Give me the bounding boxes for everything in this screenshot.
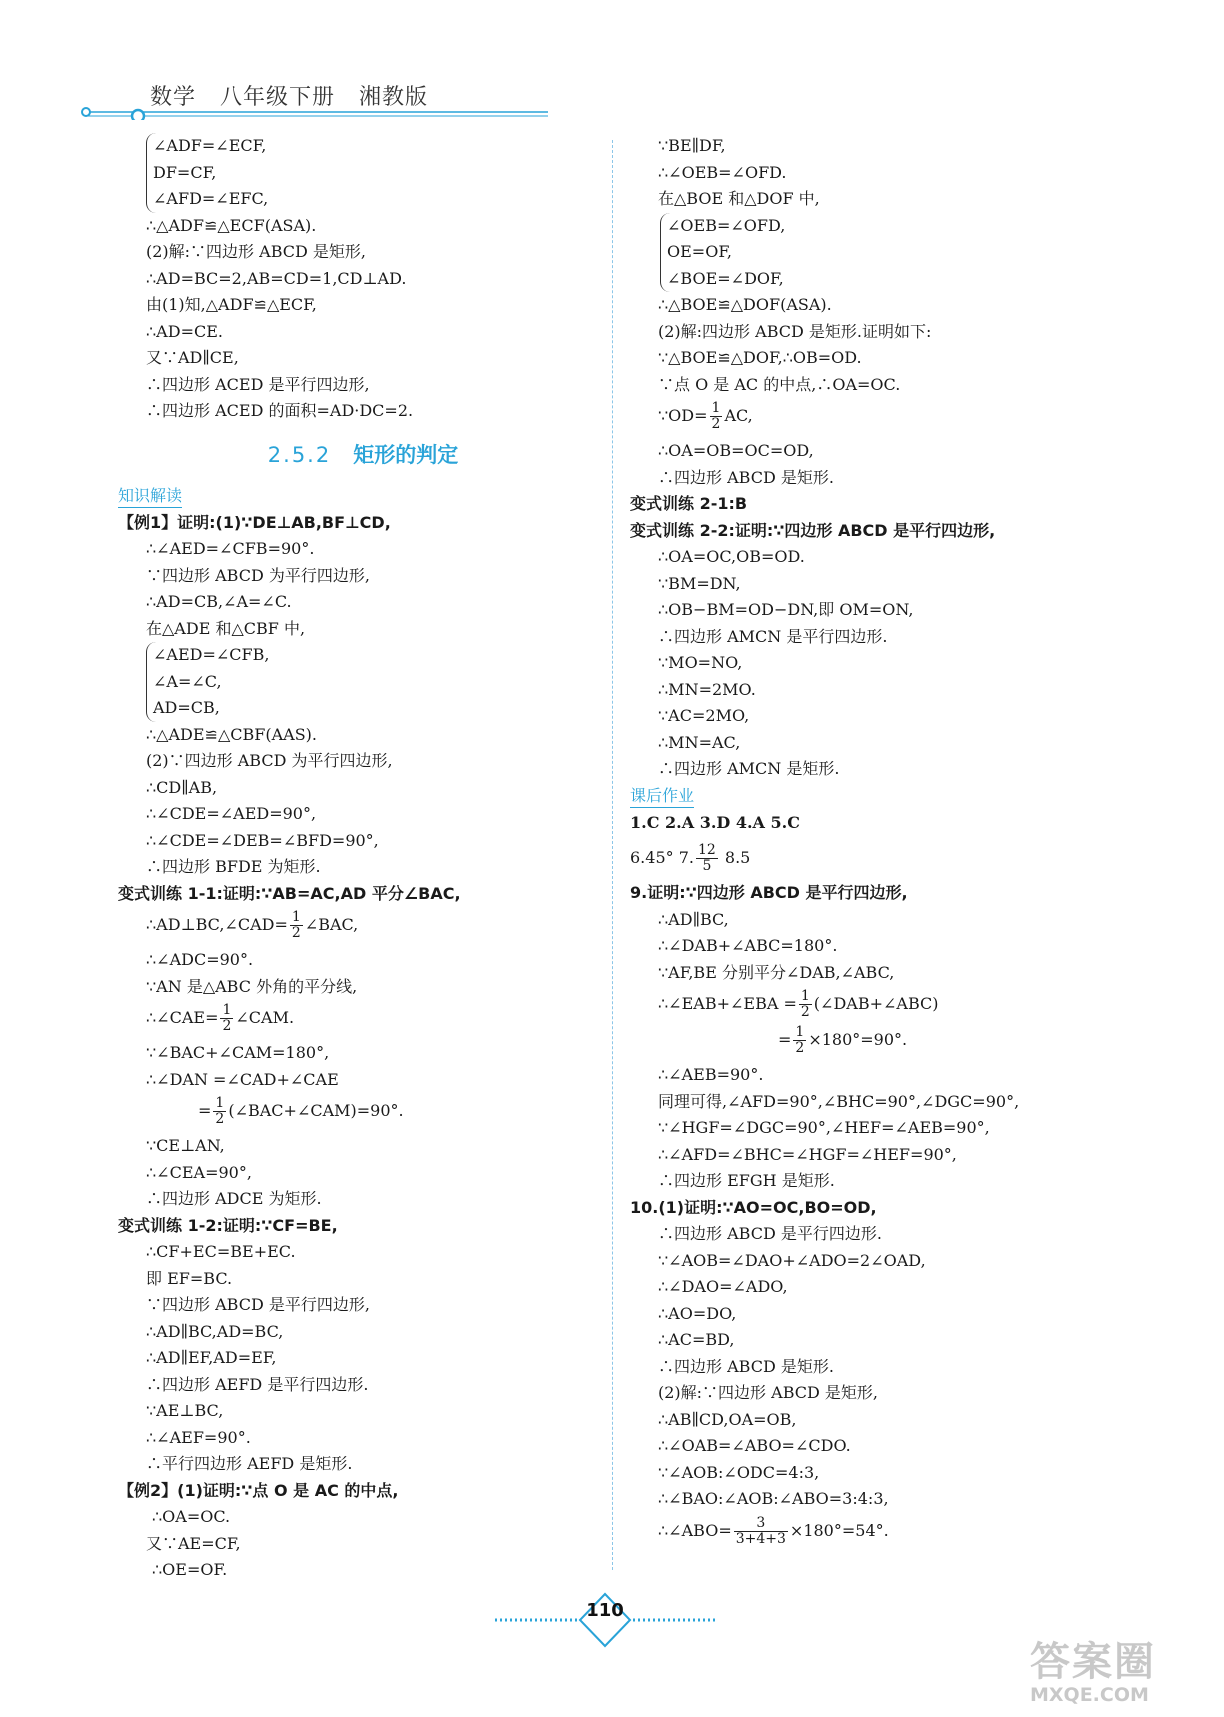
text-line: ∠AFD=∠EFC, bbox=[153, 189, 269, 208]
answer-line: 1.C 2.A 3.D 4.A 5.C bbox=[630, 812, 800, 832]
text-line: ∴四边形 AMCN 是平行四边形. bbox=[658, 626, 888, 646]
text-line: ∴∠ADC=90°. bbox=[146, 950, 254, 969]
text-line: OE=OF, bbox=[667, 242, 733, 261]
text-line: 又∵AE=CF, bbox=[146, 1533, 241, 1553]
text-line: ∴AD∥BC, bbox=[658, 909, 729, 929]
text-line: ∴四边形 EFGH 是矩形. bbox=[658, 1171, 835, 1190]
text-line: ∵AF,BE 分别平分∠DAB,∠ABC, bbox=[658, 962, 895, 982]
text-line: ∴四边形 AMCN 是矩形. bbox=[658, 759, 840, 778]
page-number: 110 bbox=[586, 1600, 624, 1621]
fraction-numerator: 12 bbox=[697, 842, 716, 858]
text-line: ∵四边形 ABCD 是平行四边形, bbox=[146, 1295, 370, 1314]
text-line: 由(1)知,△ADF≌△ECF, bbox=[146, 295, 317, 314]
text-line: ∴OE=OF. bbox=[152, 1560, 228, 1579]
text-span: ∵OD= bbox=[658, 406, 708, 425]
text-span: = bbox=[198, 1101, 212, 1120]
text-line bbox=[118, 510, 608, 537]
text-line: ∴∠OEB=∠OFD. bbox=[658, 162, 787, 182]
text-line: ∴平行四边形 AEFD 是矩形. bbox=[146, 1454, 353, 1473]
text-line: ∴∠AED=∠CFB=90°. bbox=[146, 539, 315, 558]
text-span: (∠DAB+∠ABC) bbox=[813, 994, 939, 1013]
right-column bbox=[630, 133, 1140, 1549]
text-span: ∠BAC, bbox=[304, 915, 359, 934]
text-span: ∴∠CAE= bbox=[146, 1008, 219, 1027]
text-line: ∴∠BAO:∠AOB:∠ABO=3:4:3, bbox=[658, 1489, 889, 1508]
text-line: ∴四边形 ABCD 是矩形. bbox=[658, 467, 834, 487]
text-line: ∴∠AEB=90°. bbox=[658, 1065, 764, 1084]
equation-system bbox=[146, 642, 608, 722]
text-line bbox=[630, 1513, 1140, 1549]
text-line: ∴四边形 ABCD 是平行四边形. bbox=[658, 1224, 882, 1243]
text-line bbox=[118, 1213, 608, 1240]
fraction-denominator: 2 bbox=[291, 925, 301, 941]
text-line: ∴四边形 ACED 的面积=AD·DC=2. bbox=[146, 401, 414, 420]
text-line: ∴MN=2MO. bbox=[658, 679, 756, 699]
text-line: ∴∠OAB=∠ABO=∠CDO. bbox=[658, 1436, 851, 1455]
header-title: 数学 八年级下册 湘教版 bbox=[150, 85, 428, 110]
fraction-numerator: 1 bbox=[215, 1095, 225, 1111]
text-line: ∵BM=DN, bbox=[658, 573, 741, 593]
text-line: ∠AED=∠CFB, bbox=[153, 645, 270, 664]
text-line bbox=[118, 907, 608, 943]
fraction-denominator: 3+4+3 bbox=[735, 1530, 786, 1547]
text-line bbox=[630, 398, 1140, 434]
text-line: ∴AB∥CD,OA=OB, bbox=[658, 1409, 797, 1429]
text-line bbox=[118, 881, 608, 908]
text-line: ∴四边形 ADCE 为矩形. bbox=[146, 1189, 322, 1208]
text-line: ∵∠BAC+∠CAM=180°, bbox=[146, 1043, 330, 1062]
fraction-numerator: 1 bbox=[291, 909, 301, 925]
text-line: ∵点 O 是 AC 的中点,∴OA=OC. bbox=[658, 374, 901, 394]
text-line: ∴∠CDE=∠AED=90°, bbox=[146, 804, 317, 823]
text-line: ∴四边形 ABCD 是矩形. bbox=[658, 1356, 834, 1376]
text-line: ∴∠DAB+∠ABC=180°. bbox=[658, 936, 838, 955]
text-line bbox=[118, 1093, 608, 1129]
fraction-denominator: 5 bbox=[702, 858, 712, 874]
text-line: ∵△BOE≌△DOF,∴OB=OD. bbox=[658, 348, 862, 367]
text-line: AD=CB, bbox=[153, 698, 220, 717]
text-line: 在△BOE 和△DOF 中, bbox=[658, 189, 820, 208]
text-line: ∴OB−BM=OD−DN,即 OM=ON, bbox=[658, 600, 914, 619]
fraction bbox=[290, 910, 303, 941]
text-line: ∴AD=CE. bbox=[146, 321, 223, 341]
text-span: ∴∠ABO= bbox=[658, 1520, 732, 1540]
text-line: ∴AD=CB,∠A=∠C. bbox=[146, 592, 292, 611]
text-line: (2)解:∵四边形 ABCD 是矩形, bbox=[146, 242, 366, 261]
fraction bbox=[710, 401, 723, 432]
text-line: ∠A=∠C, bbox=[153, 671, 222, 691]
text-span: 8.5 bbox=[719, 848, 751, 867]
variant-label: 变式训练 1-2:证明:∵CF=BE, bbox=[118, 1215, 338, 1235]
text-line: ∴MN=AC, bbox=[658, 732, 741, 752]
section-title bbox=[118, 431, 608, 479]
text-line: ∵∠AOB:∠ODC=4:3, bbox=[658, 1462, 820, 1482]
text-line: ∵∠HGF=∠DGC=90°,∠HEF=∠AEB=90°, bbox=[658, 1118, 990, 1137]
text-span: ∴∠EAB+∠EBA = bbox=[658, 994, 797, 1013]
text-line: ∵CE⊥AN, bbox=[146, 1136, 225, 1155]
variant-label: 变式训练 2-1:B bbox=[630, 494, 748, 513]
text-span: AC, bbox=[724, 406, 753, 425]
page-number-block bbox=[490, 1588, 720, 1648]
text-line: (2)∵四边形 ABCD 为平行四边形, bbox=[146, 751, 393, 770]
fraction-numerator: 1 bbox=[795, 1024, 805, 1040]
example-label: 【例1】证明:(1)∵DE⊥AB,BF⊥CD, bbox=[118, 512, 391, 532]
text-line: ∵AE⊥BC, bbox=[146, 1401, 224, 1420]
text-line bbox=[630, 1022, 1140, 1058]
fraction-numerator: 1 bbox=[222, 1002, 232, 1018]
text-line: ∴AO=DO, bbox=[658, 1303, 737, 1323]
text-line: ∴OA=OB=OC=OD, bbox=[658, 441, 814, 460]
question-label: 10.(1)证明:∵AO=OC,BO=OD, bbox=[630, 1197, 877, 1217]
text-span: ×180°=54°. bbox=[789, 1520, 889, 1540]
fraction bbox=[213, 1096, 226, 1127]
text-line bbox=[630, 1195, 1140, 1222]
equation-system bbox=[146, 133, 608, 213]
text-line bbox=[630, 518, 1140, 545]
text-line: DF=CF, bbox=[153, 162, 217, 182]
text-line: 在△ADE 和△CBF 中, bbox=[146, 618, 306, 638]
text-line: ∴△ADF≌△ECF(ASA). bbox=[146, 215, 317, 235]
subhead-homework: 课后作业 bbox=[630, 785, 694, 808]
text-line: ∴∠CEA=90°, bbox=[146, 1162, 252, 1182]
equation-system bbox=[660, 213, 1140, 293]
text-line: 同理可得,∠AFD=90°,∠BHC=90°,∠DGC=90°, bbox=[658, 1091, 1020, 1111]
text-span: 6.45° 7. bbox=[630, 848, 694, 867]
text-line: ∠BOE=∠DOF, bbox=[667, 268, 784, 288]
text-line: 又∵AD∥CE, bbox=[146, 348, 239, 367]
text-line: ∴OA=OC. bbox=[152, 1507, 231, 1526]
text-line: ∴AC=BD, bbox=[658, 1330, 735, 1349]
text-line bbox=[118, 1000, 608, 1036]
fraction bbox=[734, 1516, 788, 1547]
fraction-numerator: 3 bbox=[734, 1516, 788, 1532]
variant-label: 变式训练 2-2:证明:∵四边形 ABCD 是平行四边形, bbox=[630, 520, 996, 540]
watermark-bottom: MXQE.COM bbox=[1030, 1684, 1149, 1706]
text-line bbox=[630, 986, 1140, 1022]
variant-label: 变式训练 1-1:证明:∵AB=AC,AD 平分∠BAC, bbox=[118, 883, 461, 903]
text-line bbox=[118, 1478, 608, 1505]
text-line: ∵∠AOB=∠DAO+∠ADO=2∠OAD, bbox=[658, 1250, 926, 1270]
text-span: = bbox=[778, 1030, 792, 1049]
fraction-denominator: 2 bbox=[711, 416, 721, 432]
text-line: ∴∠AFD=∠BHC=∠HGF=∠HEF=90°, bbox=[658, 1144, 957, 1164]
section-name: 矩形的判定 bbox=[353, 442, 459, 467]
text-line: ∴△ADE≌△CBF(AAS). bbox=[146, 724, 317, 744]
text-line: ∠ADF=∠ECF, bbox=[153, 136, 267, 155]
text-line bbox=[630, 491, 1140, 518]
text-line: ∴CF+EC=BE+EC. bbox=[146, 1242, 296, 1261]
text-span: ∠CAM. bbox=[235, 1008, 295, 1027]
text-line: ∴∠CDE=∠DEB=∠BFD=90°, bbox=[146, 830, 379, 850]
text-line: ∴四边形 BFDE 为矩形. bbox=[146, 857, 321, 876]
text-line: 即 EF=BC. bbox=[146, 1268, 233, 1288]
fraction-denominator: 2 bbox=[222, 1018, 232, 1034]
text-line: ∵BE∥DF, bbox=[658, 136, 726, 155]
text-line: ∵四边形 ABCD 为平行四边形, bbox=[146, 565, 370, 585]
subhead-knowledge: 知识解读 bbox=[118, 485, 182, 508]
text-span: (∠BAC+∠CAM)=90°. bbox=[228, 1101, 404, 1120]
text-line: ∴∠AEF=90°. bbox=[146, 1427, 251, 1447]
text-line: ∵AN 是△ABC 外角的平分线, bbox=[146, 976, 358, 996]
page-header bbox=[0, 0, 1224, 120]
column-divider bbox=[612, 140, 613, 1570]
watermark-logo bbox=[1030, 1640, 1220, 1715]
text-line: ∴CD∥AB, bbox=[146, 777, 218, 797]
fraction bbox=[220, 1003, 233, 1034]
text-span: ∴AD⊥BC,∠CAD= bbox=[146, 915, 288, 934]
text-line: ∴∠DAN =∠CAD+∠CAE bbox=[146, 1069, 339, 1089]
fraction bbox=[799, 989, 812, 1020]
text-line: ∴OA=OC,OB=OD. bbox=[658, 547, 805, 566]
text-line: ∴AD∥BC,AD=BC, bbox=[146, 1321, 284, 1341]
text-line bbox=[630, 880, 1140, 907]
text-line: ∴△BOE≌△DOF(ASA). bbox=[658, 295, 832, 314]
text-line: (2)解:四边形 ABCD 是矩形.证明如下: bbox=[658, 321, 932, 341]
fraction-denominator: 2 bbox=[215, 1111, 225, 1127]
text-line: ∴AD=BC=2,AB=CD=1,CD⊥AD. bbox=[146, 268, 407, 288]
text-line: (2)解:∵四边形 ABCD 是矩形, bbox=[658, 1383, 878, 1402]
fraction-denominator: 2 bbox=[795, 1040, 805, 1056]
question-label: 9.证明:∵四边形 ABCD 是平行四边形, bbox=[630, 883, 908, 902]
text-line: ∠OEB=∠OFD, bbox=[667, 215, 786, 235]
text-line: ∵AC=2MO, bbox=[658, 706, 750, 725]
fraction bbox=[793, 1025, 806, 1056]
text-line: ∴四边形 ACED 是平行四边形, bbox=[146, 374, 370, 394]
text-line: ∴四边形 AEFD 是平行四边形. bbox=[146, 1374, 369, 1394]
fraction-numerator: 1 bbox=[800, 988, 810, 1004]
fraction-denominator: 2 bbox=[800, 1004, 810, 1020]
text-line: ∵MO=NO, bbox=[658, 653, 743, 672]
answer-line bbox=[630, 840, 1140, 876]
watermark-top: 答案圈 bbox=[1030, 1639, 1156, 1685]
fraction-numerator: 1 bbox=[711, 400, 721, 416]
text-line: ∴∠DAO=∠ADO, bbox=[658, 1277, 788, 1296]
left-column bbox=[118, 133, 608, 1584]
text-line: ∴AD∥EF,AD=EF, bbox=[146, 1348, 277, 1367]
section-number: 2.5.2 bbox=[267, 442, 332, 467]
text-span: ×180°=90°. bbox=[808, 1030, 908, 1049]
fraction bbox=[696, 843, 718, 874]
example-label: 【例2】(1)证明:∵点 O 是 AC 的中点, bbox=[118, 1480, 399, 1500]
